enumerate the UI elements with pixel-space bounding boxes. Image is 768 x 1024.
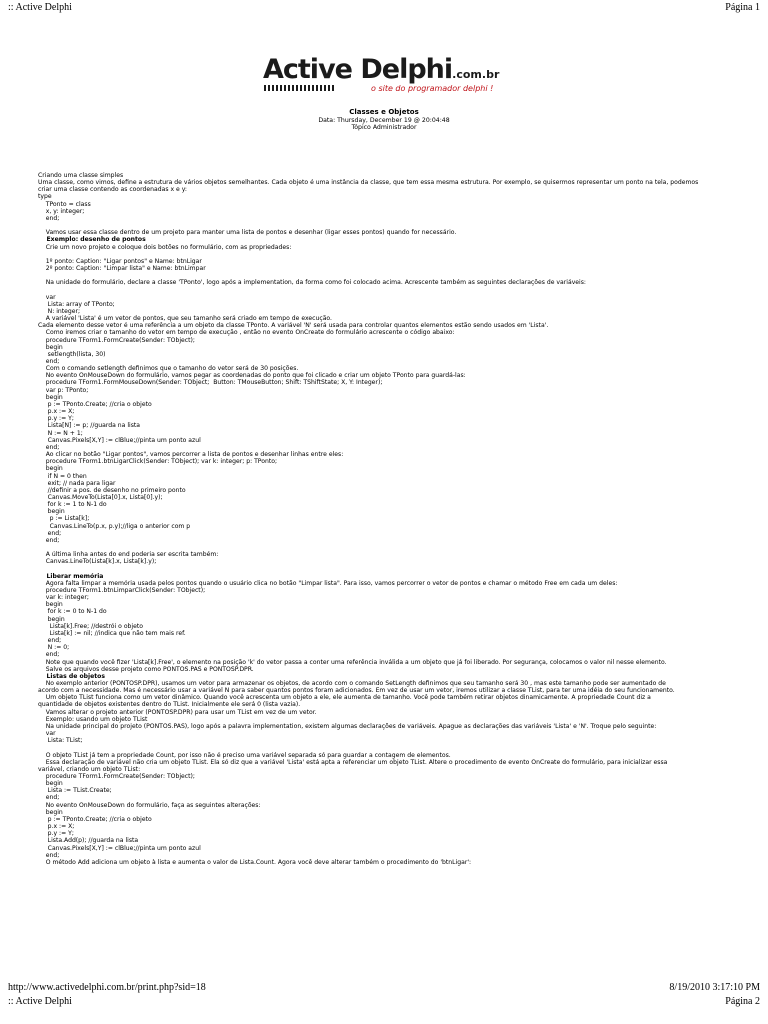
text-line: A variável 'Lista' é um vetor de pontos, que seu tamanho será criado em tempo de execução. bbox=[38, 315, 332, 323]
text-line: end; bbox=[38, 536, 60, 544]
text-line: p := TPonto.Create; //cria o objeto bbox=[38, 400, 152, 408]
text-line: Canvas.Pixels[X,Y] := clBlue;//pinta um ponto azul bbox=[38, 844, 201, 852]
text-line: Agora falta limpar a memória usada pelos pontos quando o usuário clica no botão "Limpar lista". Para isso, vamos percorrer o vetor de pontos e chamar o método Free em cada um deles: bbox=[38, 579, 618, 587]
text-line: Crie um novo projeto e coloque dois botões no formulário, com as propriedades: bbox=[38, 243, 292, 251]
text-line: Canvas.LineTo(p.x, p.y);//liga o anterior com p bbox=[38, 522, 191, 530]
text-line: Lista[k] := nil; //indica que não tem mais ref. bbox=[38, 629, 186, 637]
text-line: Lista := TList.Create; bbox=[38, 787, 112, 795]
article-topic: Tópico Administrador bbox=[351, 124, 417, 131]
print-footer bbox=[8, 982, 760, 993]
text-line: end; bbox=[38, 443, 60, 451]
print-header bbox=[8, 2, 760, 13]
text-line: begin bbox=[38, 601, 63, 609]
text-line: begin bbox=[38, 508, 65, 516]
text-line: Com o comando setlength definimos que o tamanho do vetor será de 30 posições. bbox=[38, 365, 299, 373]
text-line: p := TPonto.Create; //cria o objeto bbox=[38, 815, 152, 823]
text-line: variável, criando um objeto TList: bbox=[38, 765, 141, 773]
text-line: end; bbox=[38, 794, 60, 802]
text-line: quantidade de objetos existentes dentro do TList. Inicialmente ele será 0 (lista vazia). bbox=[38, 701, 301, 709]
text-line: end; bbox=[38, 637, 62, 645]
logo-slogan: o site do programador delphi ! bbox=[371, 84, 494, 93]
text-line: O método Add adiciona um objeto à lista e aumenta o valor de Lista.Count. Agora você deve alterar também o procedimento do 'btnLigar': bbox=[38, 858, 472, 866]
text-line: x, y: integer; bbox=[38, 207, 85, 215]
text-line: p.y := Y; bbox=[38, 830, 74, 838]
article-body bbox=[38, 172, 750, 866]
text-line: for k := 1 to N-1 do bbox=[38, 501, 107, 509]
text-line: Criando uma classe simples bbox=[38, 172, 124, 179]
page-url[interactable]: http://www.activedelphi.com.br/print.php?sid=18 bbox=[8, 982, 206, 993]
text-line: procedure TForm1.btnLigarClick(Sender: TObject); var k: integer; p: TPonto; bbox=[38, 458, 278, 466]
text-line: Lista.Add(p); //guarda na lista bbox=[38, 837, 139, 845]
text-line: O objeto TList já tem a propriedade Count, por isso não é preciso uma variável separada só para guardar a contagem de elementos. bbox=[38, 751, 451, 759]
text-line bbox=[38, 744, 750, 751]
text-line: Canvas.MoveTo(Lista[0].x, Lista[0].y); bbox=[38, 493, 163, 501]
text-line: procedure TForm1.FormCreate(Sender: TObject); bbox=[38, 336, 195, 344]
text-line: Canvas.Pixels[X,Y] := clBlue;//pinta um ponto azul bbox=[38, 436, 201, 444]
text-line: procedure TForm1.FormCreate(Sender: TObject); bbox=[38, 773, 195, 781]
text-line: Lista: array of TPonto; bbox=[38, 300, 115, 308]
site-name-next: :: Active Delphi bbox=[8, 996, 72, 1007]
text-line: end; bbox=[38, 214, 60, 222]
text-line: var p: TPonto; bbox=[38, 386, 89, 394]
text-line: N: integer; bbox=[38, 307, 81, 315]
text-line bbox=[38, 286, 750, 293]
text-line: Na unidade do formulário, declare a classe 'TPonto', logo após a implementation, da forma como foi colocado acima. Acrescente também as seguintes declarações de variáveis: bbox=[38, 279, 586, 287]
text-line: var bbox=[38, 293, 56, 301]
text-line: Lista[k].Free; //destrói o objeto bbox=[38, 622, 143, 630]
text-line: Uma classe, como vimos, define a estrutura de vários objetos semelhantes. Cada objeto é uma instância da classe, que tem essa mesma estrutura. Por exemplo, se quisermos representar um ponto na tela, podemos bbox=[38, 179, 699, 187]
text-line: type bbox=[38, 193, 52, 201]
text-line: setlength(lista, 30) bbox=[38, 350, 106, 358]
text-line: 1º ponto: Caption: "Ligar pontos" e Name: btnLigar bbox=[38, 257, 202, 265]
text-line: end; bbox=[38, 529, 62, 537]
text-line: Cada elemento desse vetor é uma referência a um objeto da classe TPonto. A variável 'N' será usada para controlar quantos elementos estão sendo usados em 'Lista'. bbox=[38, 322, 549, 330]
section-heading: Listas de objetos bbox=[38, 672, 105, 680]
text-line: begin bbox=[38, 780, 63, 788]
text-line: var bbox=[38, 730, 56, 738]
text-line: Canvas.LineTo(Lista[k].x, Lista[k].y); bbox=[38, 558, 157, 566]
text-line: No evento OnMouseDown do formulário, vamos pegar as coordenadas do ponto que foi clicado e criar um objeto TPonto para guardá-las: bbox=[38, 372, 466, 380]
text-line: Note que quando você fizer 'Lista[k].Free', o elemento na posição 'k' do vetor passa a conter uma referência inválida a um objeto que já foi liberado. Por segurança, colocamos o valor nil nesse elemento. bbox=[38, 658, 667, 666]
print-datetime: 8/19/2010 3:17:10 PM bbox=[669, 982, 760, 993]
text-line: Vamos usar essa classe dentro de um projeto para manter uma lista de pontos e desenhar (ligar esses pontos) quando for necessário. bbox=[38, 229, 457, 237]
text-line bbox=[38, 251, 750, 258]
text-line: N := 0; bbox=[38, 644, 70, 652]
active-delphi-logo bbox=[263, 54, 503, 98]
text-line: criar uma classe contendo as coordenadas x e y: bbox=[38, 186, 187, 194]
text-line: if N = 0 then bbox=[38, 472, 87, 480]
text-line: p.y := Y; bbox=[38, 415, 74, 423]
text-line: begin bbox=[38, 808, 63, 816]
text-line: for k := 0 to N-1 do bbox=[38, 608, 107, 616]
text-line: Ao clicar no botão "Ligar pontos", vamos percorrer a lista de pontos e desenhar linhas entre eles: bbox=[38, 451, 344, 459]
text-line: Exemplo: usando um objeto TList bbox=[38, 715, 148, 723]
text-line: procedure TForm1.FormMouseDown(Sender: TObject; Button: TMouseButton; Shift: TShiftState; X, Y: Integer); bbox=[38, 379, 383, 387]
text-line: Salve os arquivos desse projeto como PONTOS.PAS e PONTOSP.DPR. bbox=[38, 665, 254, 673]
text-line: p.x := X; bbox=[38, 823, 75, 831]
text-line: begin bbox=[38, 465, 63, 473]
text-line: Lista: TList; bbox=[38, 737, 83, 745]
text-line: exit; // nada para ligar bbox=[38, 479, 116, 487]
text-line: end; bbox=[38, 651, 60, 659]
text-line: var k: integer; bbox=[38, 594, 89, 602]
text-line: Na unidade principal do projeto (PONTOS.PAS), logo após a palavra implementation, existem algumas declarações de variáveis. Apague as declarações das variáveis 'Lista' e 'N'. Troque pelo seguinte: bbox=[38, 722, 657, 730]
article-header bbox=[0, 109, 768, 132]
text-line: Vamos alterar o projeto anterior (PONTOSP.DPR) para usar um TList em vez de um vetor. bbox=[38, 708, 317, 716]
section-heading: Exemplo: desenho de pontos bbox=[38, 236, 146, 244]
article-date: Data: Thursday, December 19 @ 20:04:48 bbox=[318, 116, 450, 124]
text-line: 2º ponto: Caption: "Limpar lista" e Name: btnLimpar bbox=[38, 265, 206, 272]
text-line: N := N + 1; bbox=[38, 429, 83, 437]
text-line: No evento OnMouseDown do formulário, faça as seguintes alterações: bbox=[38, 801, 261, 809]
text-line bbox=[38, 566, 750, 573]
section-heading: Liberar memória bbox=[38, 572, 104, 580]
text-line: p := Lista[k]; bbox=[38, 515, 90, 523]
text-line: begin bbox=[38, 615, 65, 623]
text-line: No exemplo anterior (PONTOSP.DPR), usamos um vetor para armazenar os objetos, de acordo com o comando SetLength definimos que seu tamanho será 30 , mas este tamanho pode ser aumentado de bbox=[38, 680, 666, 687]
page-number: Página 1 bbox=[725, 2, 760, 13]
site-name: :: Active Delphi bbox=[8, 2, 72, 13]
text-line: TPonto = class bbox=[38, 200, 91, 208]
text-line: Um objeto TList funciona como um vetor dinâmico. Quando você acrescenta um objeto a ele, ele aumenta de tamanho. Você pode também retirar objetos dinamicamente. A propriedade Count diz a bbox=[38, 694, 651, 702]
text-line: procedure TForm1.btnLimparClick(Sender: TObject); bbox=[38, 586, 206, 594]
text-line: p.x := X; bbox=[38, 408, 75, 416]
text-line: end; bbox=[38, 851, 60, 859]
text-line: Como iremos criar o tamanho do vetor em tempo de execução , então no evento OnCreate do formulário acrescente o código abaixo: bbox=[38, 329, 455, 337]
logo-brand: Active Delphi.com.br bbox=[263, 54, 500, 85]
print-header-next bbox=[8, 996, 760, 1007]
article-title: Classes e Objetos bbox=[349, 108, 419, 116]
text-line: begin bbox=[38, 343, 63, 351]
page-number-next: Página 2 bbox=[725, 996, 760, 1007]
text-line: acordo com a necessidade. Mas é necessário usar a variável N para saber quantos pontos foram adicionados. Em vez de usar um vetor, iremos utilizar a classe TList, para ter uma idéia do seu funcionamento. bbox=[38, 687, 675, 695]
text-line: end; bbox=[38, 358, 60, 365]
logo-stripes-icon bbox=[264, 85, 334, 91]
logo-tld: .com.br bbox=[452, 68, 500, 81]
text-line: begin bbox=[38, 393, 63, 401]
text-line: Essa declaração de variável não cria um objeto TList. Ela só diz que a variável 'Lista' está apta a referenciar um objeto TList. Altere o procedimento de evento OnCreate do formulário, para inicializar essa bbox=[38, 758, 668, 766]
text-line: //definir a pos. de desenho no primeiro ponto bbox=[38, 486, 186, 494]
text-line: Lista[N] := p; //guarda na lista bbox=[38, 422, 141, 430]
text-line: A última linha antes do end poderia ser escrita também: bbox=[38, 551, 219, 559]
